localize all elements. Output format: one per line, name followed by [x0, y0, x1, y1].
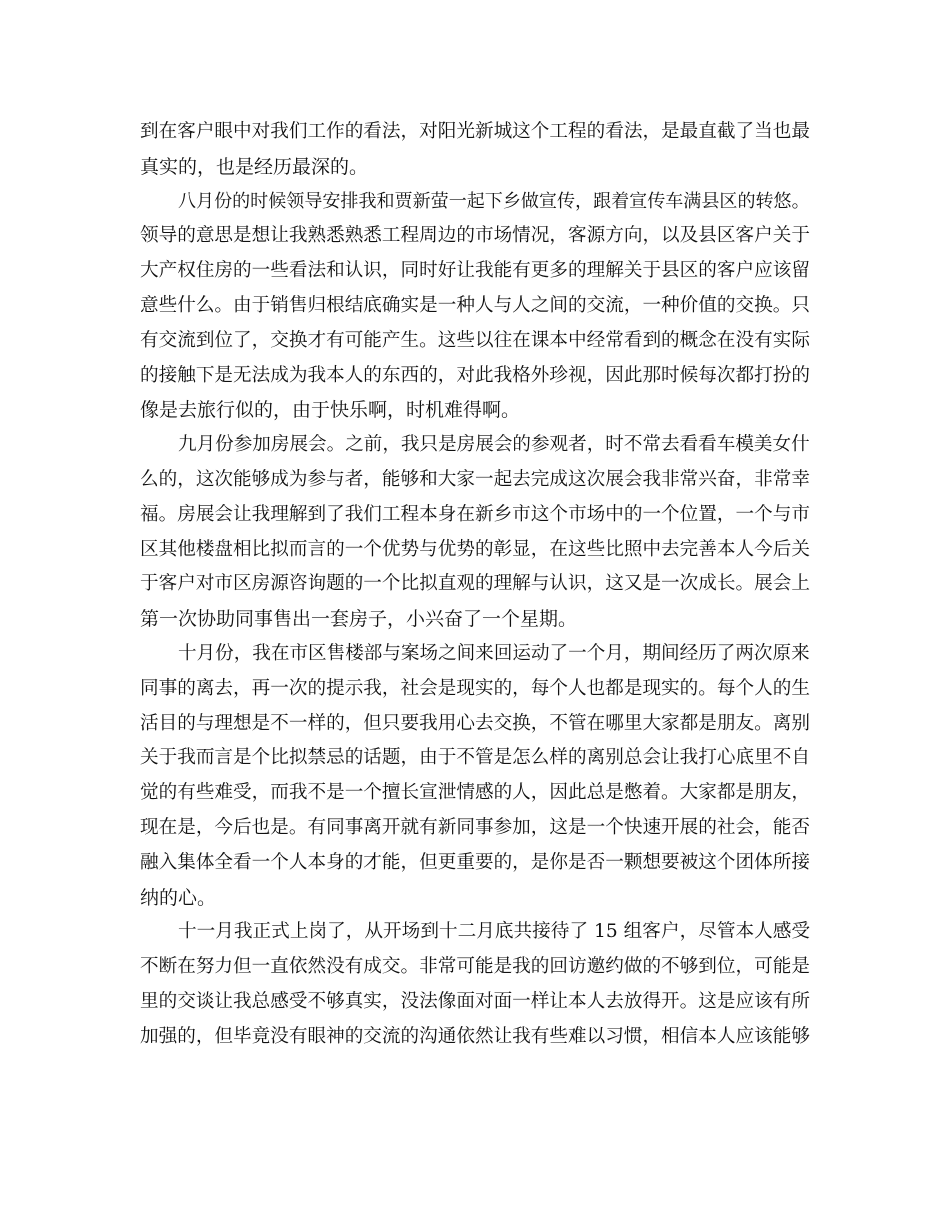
- text-line: 同事的离去，再一次的提示我，社会是现实的，每个人也都是现实的。每个人的生: [140, 677, 810, 699]
- body-text: [140, 115, 810, 1055]
- text-line: 福。房展会让我理解到了我们工程本身在新乡市这个市场中的一个位置，一个与市: [140, 503, 810, 525]
- paragraph-first-line: 八月份的时候领导安排我和贾新萤一起下乡做宣传，跟着宣传车满县区的转悠。: [178, 190, 810, 212]
- text-line: 于客户对市区房源咨询题的一个比拟直观的理解与认识，这又是一次成长。展会上: [140, 573, 810, 595]
- text-line: 关于我而言是个比拟禁忌的话题，由于不管是怎么样的离别总会让我打心底里不自: [140, 747, 810, 769]
- text-line: 加强的，但毕竟没有眼神的交流的沟通依然让我有些难以习惯，相信本人应该能够: [140, 1025, 810, 1047]
- text-line: 么的，这次能够成为参与者，能够和大家一起去完成这次展会我非常兴奋，非常幸: [140, 468, 810, 490]
- text-line: 融入集体全看一个人本身的才能，但更重要的，是你是否一颗想要被这个团体所接: [140, 851, 810, 873]
- paragraph-first-line: 十月份，我在市区售楼部与案场之间来回运动了一个月，期间经历了两次原来: [178, 642, 810, 664]
- text-line: 纳的心。: [140, 886, 217, 909]
- text-line: 第一次协助同事售出一套房子，小兴奋了一个星期。: [140, 608, 578, 631]
- text-line: 意些什么。由于销售归根结底确实是一种人与人之间的交流，一种价值的交换。只: [140, 294, 810, 316]
- paragraph-first-line: 十一月我正式上岗了，从开场到十二月底共接待了 15 组客户，尽管本人感受: [178, 921, 811, 943]
- text-line: 像是去旅行似的，由于快乐啊，时机难得啊。: [140, 399, 521, 422]
- text-line: 区其他楼盘相比拟而言的一个优势与优势的彰显，在这些比照中去完善本人今后关: [140, 538, 810, 560]
- text-line: 里的交谈让我总感受不够真实，没法像面对面一样让本人去放得开。这是应该有所: [140, 990, 810, 1012]
- text-line: 不断在努力但一直依然没有成交。非常可能是我的回访邀约做的不够到位，可能是: [140, 956, 810, 978]
- text-line: 到在客户眼中对我们工作的看法，对阳光新城这个工程的看法，是最直截了当也最: [140, 121, 810, 142]
- text-line: 活目的与理想是不一样的，但只要我用心去交换，不管在哪里大家都是朋友。离别: [140, 712, 810, 734]
- text-line: 现在是，今后也是。有同事离开就有新同事参加，这是一个快速开展的社会，能否: [140, 816, 810, 838]
- text-line: 真实的，也是经历最深的。: [140, 155, 369, 178]
- text-line: 的接触下是无法成为我本人的东西的，对此我格外珍视，因此那时候每次都打扮的: [140, 364, 810, 386]
- text-line: 有交流到位了，交换才有可能产生。这些以往在课本中经常看到的概念在没有实际: [140, 329, 810, 351]
- text-line: 大产权住房的一些看法和认识，同时好让我能有更多的理解关于县区的客户应该留: [140, 260, 810, 282]
- text-line: 领导的意思是想让我熟悉熟悉工程周边的市场情况，客源方向，以及县区客户关于: [140, 225, 810, 247]
- text-line: 觉的有些难受，而我不是一个擅长宣泄情感的人，因此总是憋着。大家都是朋友，: [140, 782, 810, 804]
- paragraph-first-line: 九月份参加房展会。之前，我只是房展会的参观者，时不常去看看车模美女什: [178, 434, 810, 456]
